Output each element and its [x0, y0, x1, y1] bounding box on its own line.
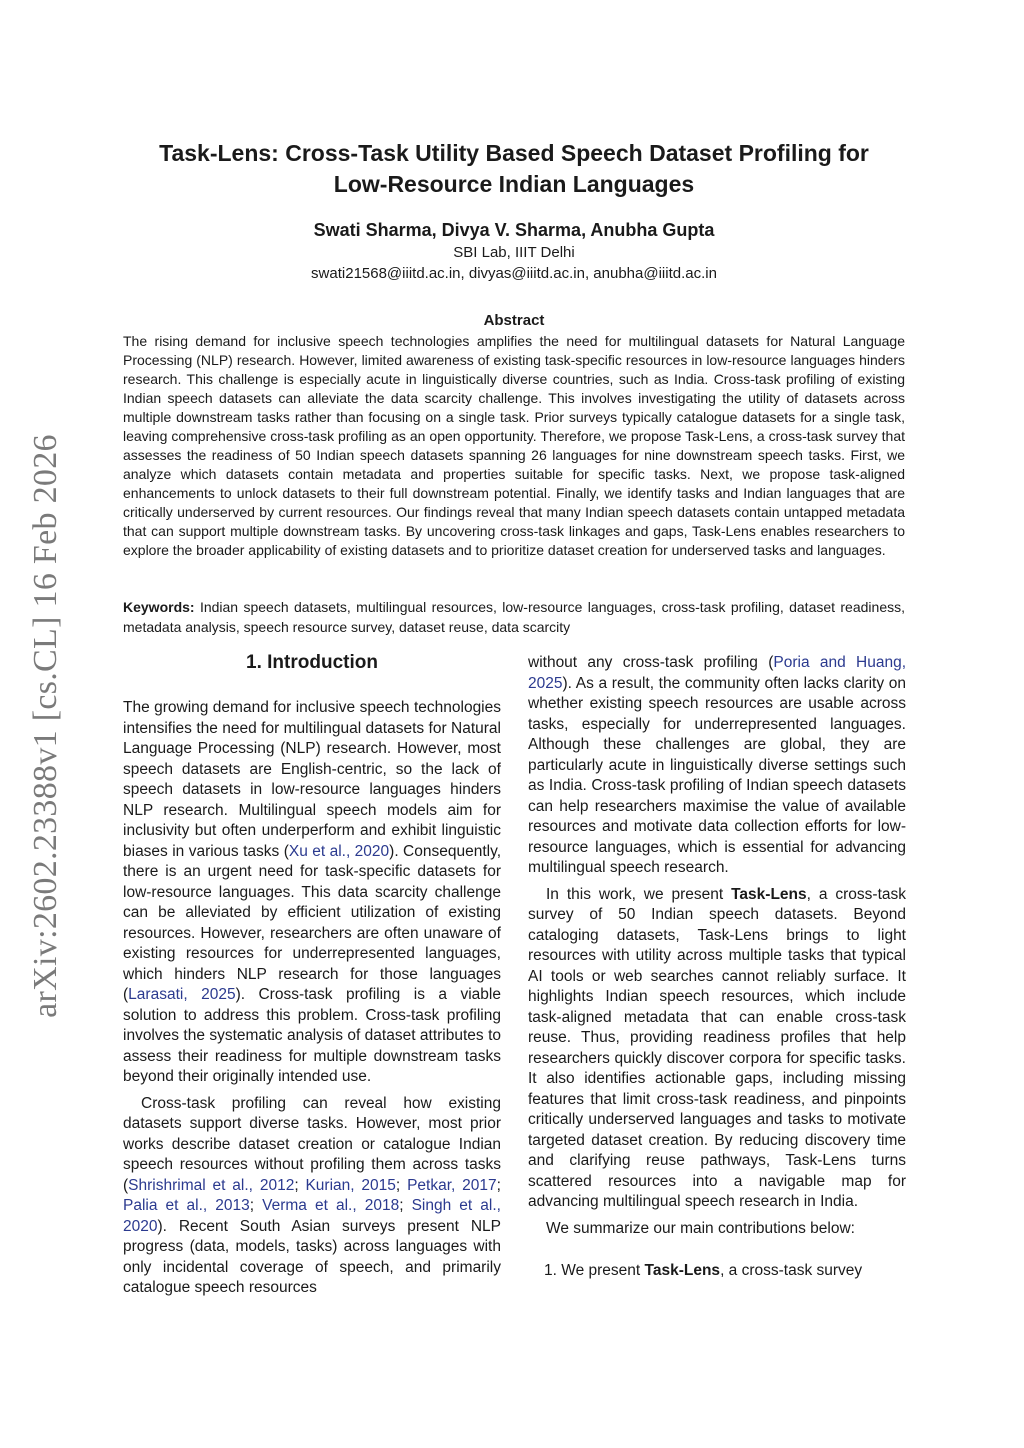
text-run: ;	[395, 1176, 408, 1194]
text-run: ). Consequently, there is an urgent need for task-specific datasets for low-resource languages. This data scarcity challenge can be alleviated by efficient utilization of existing resources. However, researchers are often unaware of existing resources for underrepresented languages, which hinders NLP research for those languages (	[123, 842, 502, 1003]
right-column	[528, 653, 906, 1282]
text-run: We present	[556, 1262, 645, 1279]
arxiv-identifier: arXiv:2602.23388v1 [cs.CL] 16 Feb 2026	[27, 434, 64, 1018]
title-line-2: Low-Resource Indian Languages	[333, 171, 695, 197]
intro-paragraph-3	[528, 653, 906, 879]
citation-link[interactable]: Xu et al., 2020	[288, 842, 390, 860]
keywords-label: Keywords:	[123, 599, 195, 615]
paper-title	[123, 138, 905, 200]
citation-link[interactable]: Verma et al., 2018	[262, 1197, 400, 1214]
affiliation: SBI Lab, IIIT Delhi	[453, 244, 575, 261]
contribution-list-item	[544, 1261, 906, 1282]
keywords	[123, 597, 905, 637]
left-column	[123, 650, 501, 1299]
bold-term: Task-Lens	[731, 885, 807, 903]
section-heading-introduction: 1. Introduction	[246, 652, 378, 673]
text-run: , a cross-task survey	[720, 1262, 863, 1279]
arxiv-sidebar	[0, 0, 80, 1448]
intro-paragraph-4	[528, 885, 906, 1213]
text-run: ;	[294, 1176, 306, 1194]
abstract-text: The rising demand for inclusive speech technologies amplifies the need for multilingual datasets for Natural Language Processing (NLP) research. However, limited awareness of existing task-specific resources in low-resource languages hinders research. This challenge is especially acute in linguistically diverse countries, such as India. Cross-task profiling of existing Indian speech datasets can alleviate the data scarcity challenge. This involves investigating the utility of datasets across multiple downstream tasks rather than focusing on a single task. Prior surveys typically catalogue datasets for a single task, leaving comprehensive cross-task profiling as an open opportunity. Therefore, we propose Task-Lens, a cross-task survey that assesses the readiness of 50 Indian speech datasets spanning 26 languages for nine downstream speech tasks. First, we analyze which datasets contain metadata and properties suitable for specific tasks. Next, we propose task-aligned enhancements to unlock datasets to their full downstream potential. Finally, we identify tasks and Indian languages that are critically underserved by current resources. Our findings reveal that many Indian speech datasets contain untapped metadata that can support multiple downstream tasks. By uncovering cross-task linkages and gaps, Task-Lens enables researchers to explore the broader applicability of existing datasets and to prioritize dataset creation for underserved tasks and languages.	[123, 333, 905, 558]
citation-link[interactable]: Poria and Huang, 2025	[528, 654, 907, 692]
intro-paragraph-2	[123, 1094, 501, 1299]
bold-term: Task-Lens	[644, 1262, 721, 1279]
text-run: ;	[249, 1197, 263, 1214]
citation-link[interactable]: Larasati, 2025	[128, 986, 236, 1003]
citation-link[interactable]: Kurian, 2015	[305, 1176, 396, 1194]
text-run: ). Cross-task profiling is a viable solution to address this problem. Cross-task profiling involves the systematic analysis of dataset attributes to assess their readiness for multiple downstream tasks beyond their originally intended use.	[123, 986, 501, 1085]
text-run: without any cross-task profiling (	[528, 654, 774, 671]
text-run: ;	[496, 1176, 501, 1194]
list-number: 1.	[544, 1262, 557, 1279]
author-list: Swati Sharma, Divya V. Sharma, Anubha Gupta	[313, 220, 715, 240]
text-run: In this work, we present	[546, 885, 732, 903]
citation-link[interactable]: Shrishrimal et al., 2012	[128, 1176, 295, 1194]
text-run: ;	[399, 1197, 412, 1214]
citation-link[interactable]: Petkar, 2017	[407, 1176, 497, 1194]
intro-paragraph-1	[123, 698, 501, 1088]
abstract-heading: Abstract	[483, 312, 545, 329]
text-run: ). As a result, the community often lacks clarity on whether existing speech resources are usable across tasks, especially for underrepresented languages. Although these challenges are global, they are particularly acute in linguistically diverse settings such as India. Cross-task profiling of Indian speech datasets can help researchers maximise the value of available resources and motivate data collection efforts for low-resource languages, which is essential for advancing multilingual speech research.	[528, 674, 906, 876]
text-run: The growing demand for inclusive speech technologies intensifies the need for multilingual datasets for Natural Language Processing (NLP) research. However, most speech datasets are English-centric, so the lack of speech datasets in low-resource languages hinders NLP research. Multilingual speech models aim for inclusivity but often underperform and exhibit linguistic biases in various tasks (	[123, 699, 501, 860]
text-run: ). Recent South Asian surveys present NLP progress (data, models, tasks) across languages with only incidental coverage of speech, and primarily catalogue speech resources	[123, 1217, 501, 1296]
text-run: , a cross-task survey of 50 Indian speech datasets. Beyond cataloging datasets, Task-Lens brings to light resources with utility across multiple tasks that typical AI tools or web searches cannot reliably surface. It highlights Indian speech resources, which include task-aligned metadata that can enable cross-task reuse. Thus, providing readiness profiles that help researchers quickly discover corpora for specific tasks. It also identifies actionable gaps, including missing features that limit cross-task readiness, and pinpoints critically underserved languages and tasks to motivate targeted dataset creation. By reducing discovery time and clarifying reuse pathways, Task-Lens turns scattered resources into a navigable map for advancing multilingual speech research in India.	[528, 885, 906, 1210]
intro-paragraph-5: We summarize our main contributions below:	[546, 1219, 855, 1237]
author-emails: swati21568@iiitd.ac.in, divyas@iiitd.ac.in, anubha@iiitd.ac.in	[311, 265, 717, 282]
title-line-1: Task-Lens: Cross-Task Utility Based Speech Dataset Profiling for	[159, 140, 869, 166]
citation-link[interactable]: Singh et al., 2020	[123, 1197, 501, 1235]
text-run: Cross-task profiling can reveal how existing datasets support diverse tasks. However, most prior works describe dataset creation or catalogue Indian speech resources without profiling them across tasks (	[123, 1094, 501, 1194]
keywords-text: Indian speech datasets, multilingual resources, low-resource languages, cross-task profiling, dataset readiness, metadata analysis, speech resource survey, dataset reuse, data scarcity	[123, 599, 905, 635]
citation-link[interactable]: Palia et al., 2013	[123, 1197, 250, 1214]
